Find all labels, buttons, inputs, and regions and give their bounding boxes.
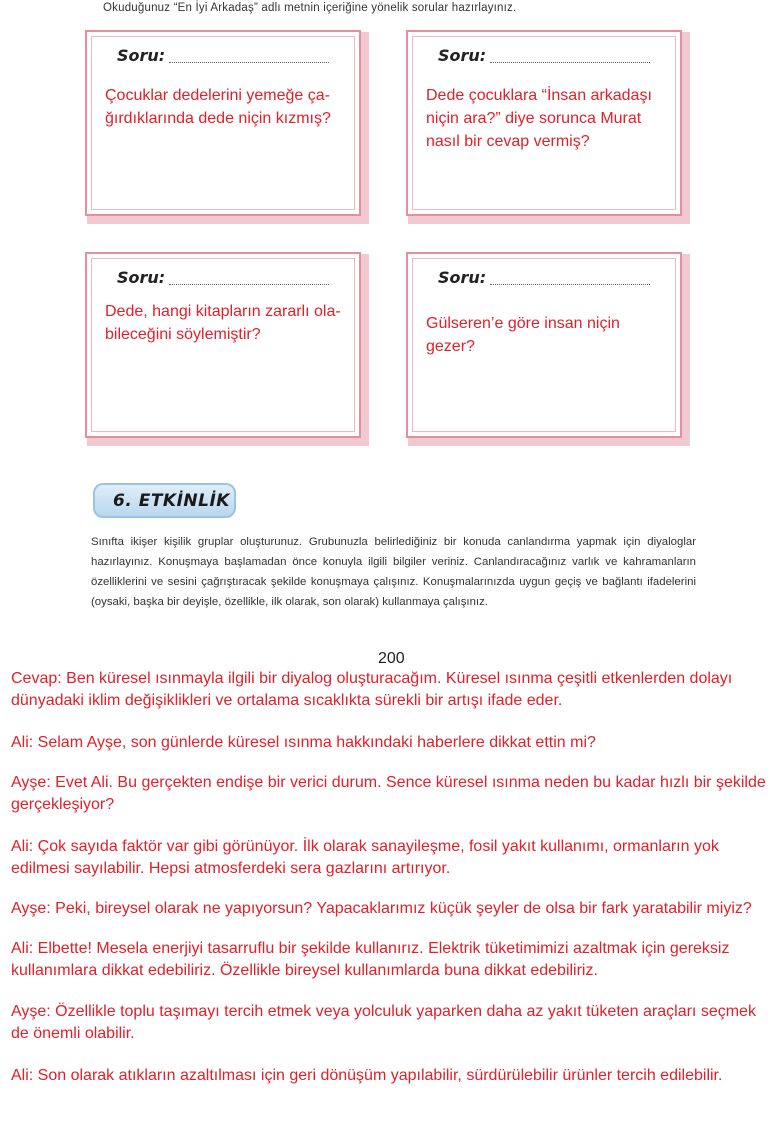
dialogue-line: Ali: Son olarak atıkların azaltılması için geri dönüşüm yapılabilir, sürdürülebilir ürünler tercih edilebilir.	[11, 1067, 723, 1084]
soru-label: Soru:	[117, 46, 166, 65]
dotted-line	[490, 284, 650, 285]
question-text: Çocuklar dedelerini yemeğe ça-ğırdıklarında dede niçin kızmış?	[105, 87, 331, 127]
dialogue-line: Ayşe: Özellikle toplu taşımayı tercih etmek veya yolculuk yaparken daha az yakıt tüketen araçları seçmek de önemli olabilir.	[11, 1003, 756, 1042]
soru-label: Soru:	[117, 268, 166, 287]
soru-label: Soru:	[438, 46, 487, 65]
question-card-4	[406, 252, 682, 438]
instruction-text: Okuduğunuz “En İyi Arkadaş” adlı metnin içeriğine yönelik sorular hazırlayınız.	[103, 2, 517, 14]
dialogue-line: Ayşe: Evet Ali. Bu gerçekten endişe bir verici durum. Sence küresel ısınma neden bu kadar hızlı bir şekilde gerçekleşiyor?	[11, 774, 766, 813]
dialogue-line: Ayşe: Peki, bireysel olarak ne yapıyorsun? Yapacaklarımız küçük şeyler de olsa bir fark yaratabilir miyiz?	[11, 900, 752, 917]
question-text: Dede, hangi kitapların zararlı ola-bileceğini söylemiştir?	[105, 303, 341, 343]
activity-instructions: Sınıfta ikişer kişilik gruplar oluşturunuz. Grubunuzla belirlediğiniz bir konuda canlandırma yapmak için diyaloglar hazırlayınız. Konuşmaya başlamadan önce konuyla ilgili bilgiler veriniz. Canlandıracağınız varlık ve kahramanların özelliklerini ve sesini çağrıştıracak şekilde konuşmaya çalışınız. Konuşmalarınızda uygun geçiş ve bağlantı ifadelerini (oysaki, başka bir deyişle, özellikle, ilk olarak, son olarak) kullanmaya çalışınız.	[91, 536, 696, 608]
dialogue-line: Ali: Elbette! Mesela enerjiyi tasarruflu bir şekilde kullanırız. Elektrik tüketimimizi azaltmak için gereksiz kullanımlara dikkat edebiliriz. Özellikle bireysel kullanımlarda buna dikkat edebiliriz.	[11, 940, 730, 979]
dotted-line	[169, 284, 329, 285]
question-card-2	[406, 30, 682, 216]
soru-label: Soru:	[438, 268, 487, 287]
question-card-3	[85, 252, 361, 438]
question-text: Gülseren’e göre insan niçin gezer?	[426, 315, 620, 355]
activity-title: 6. ETKİNLİK	[113, 491, 230, 511]
dotted-line	[490, 62, 650, 63]
answer-paragraph: Cevap: Ben küresel ısınmayla ilgili bir diyalog oluşturacağım. Küresel ısınma çeşitli etkenlerden dolayı dünyadaki iklim değişiklikleri ve ortalama sıcaklıkta sürekli bir artışı ifade eder.	[11, 670, 733, 709]
question-text: Dede çocuklara “İnsan arkadaşı niçin ara?” diye sorunca Murat nasıl bir cevap vermiş?	[426, 87, 652, 150]
dialogue-line: Ali: Çok sayıda faktör var gibi görünüyor. İlk olarak sanayileşme, fosil yakıt kullanımı, ormanların yok edilmesi sayılabilir. Hepsi atmosferdeki sera gazlarını artırıyor.	[11, 838, 719, 877]
dialogue-line: Ali: Selam Ayşe, son günlerde küresel ısınma hakkındaki haberlere dikkat ettin mi?	[11, 734, 596, 751]
dotted-line	[169, 62, 329, 63]
page-number: 200	[378, 650, 405, 667]
activity-badge	[93, 483, 236, 518]
question-card-1	[85, 30, 361, 216]
